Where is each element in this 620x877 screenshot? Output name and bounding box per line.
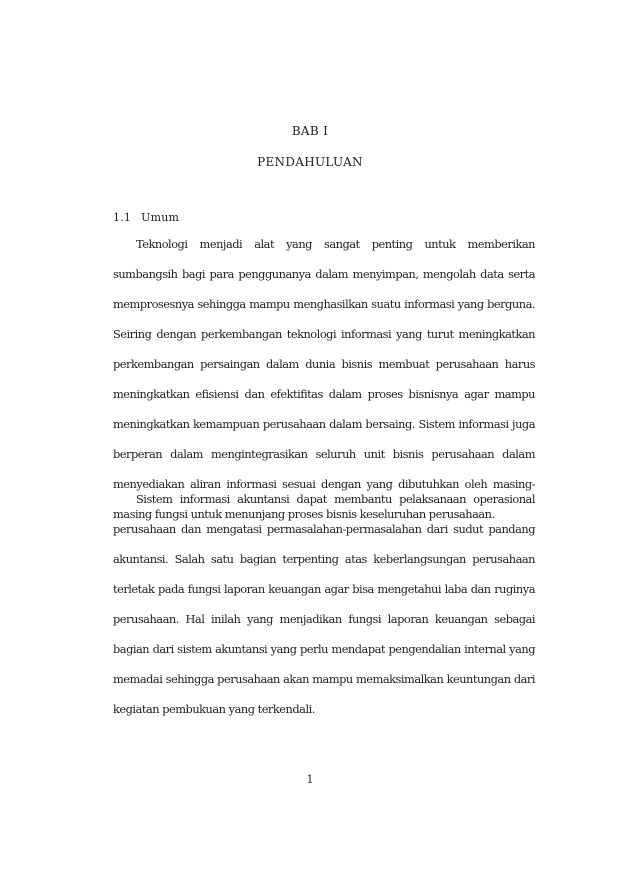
paragraph: Teknologi menjadi alat yang sangat penting untuk memberikan sumbangsih bagi para penggunanya dalam menyimpan, mengolah data serta memprosesnya sehingga mampu menghasilkan suatu informasi yang berguna. Seiring dengan perkembangan teknologi informasi yang turut meningkatkan perkembangan persaingan dalam dunia bisnis membuat perusahaan harus meningkatkan efisiensi dan efektifitas dalam proses bisnisnya agar mampu meningkatkan kemampuan perusahaan dalam bersaing. Sistem informasi juga berperan dalam mengintegrasikan seluruh unit bisnis perusahaan dalam menyediakan aliran informasi sesuai dengan yang dibutuhkan oleh masing-masing fungsi untuk menunjang proses bisnis keseluruhan perusahaan. xyxy=(113,237,535,521)
page-number: 1 xyxy=(306,773,314,786)
section-title: Umum xyxy=(141,211,180,224)
paragraph: Sistem informasi akuntansi dapat membantu pelaksanaan operasional perusahaan dan mengatasi permasalahan-permasalahan dari sudut pandang akuntansi. Salah satu bagian terpenting atas keberlangsungan perusahaan terletak pada fungsi laporan keuangan agar bisa mengetahui laba dan ruginya perusahaan. Hal inilah yang menjadikan fungsi laporan keuangan sebagai bagian dari sistem akuntansi yang perlu mendapat pengendalian internal yang memadai sehingga perusahaan akan mampu memaksimalkan keuntungan dari kegiatan pembukuan yang terkendali. xyxy=(113,492,535,716)
section-number: 1.1 xyxy=(113,211,132,224)
chapter-number: BAB I xyxy=(291,124,329,138)
chapter-title: PENDAHULUAN xyxy=(257,155,363,169)
section-heading xyxy=(113,211,179,224)
